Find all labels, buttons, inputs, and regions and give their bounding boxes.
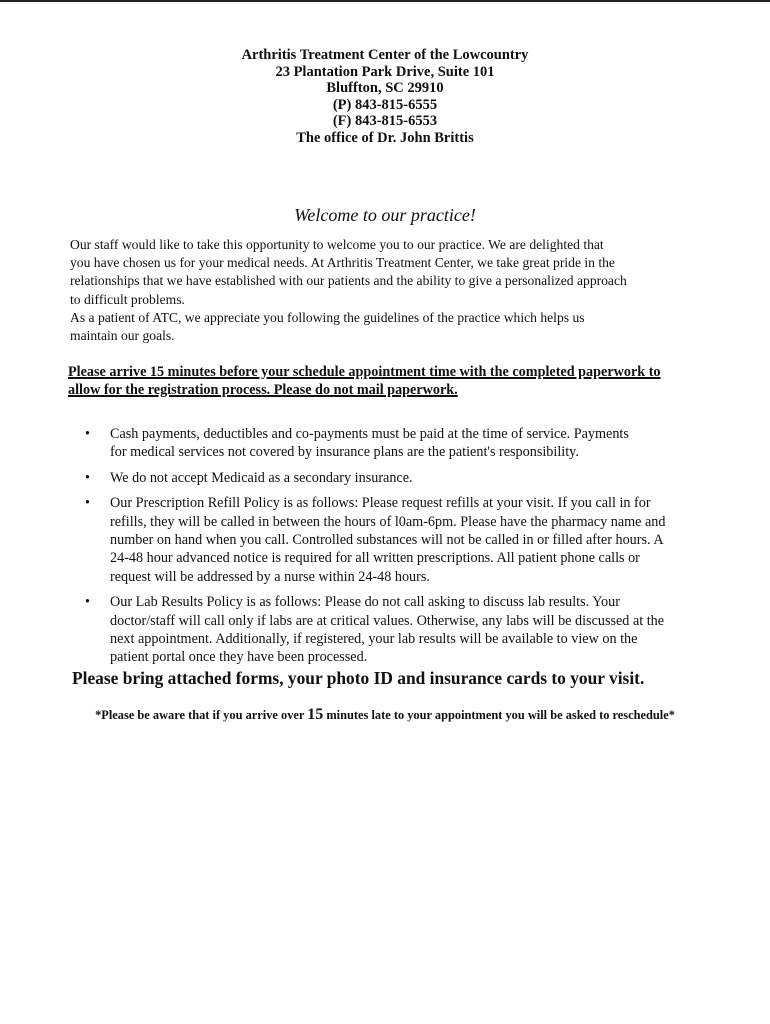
arrival-notice [68,364,738,399]
address-line-2: Bluffton, SC 29910 [326,80,444,97]
policy-line: number on hand when you call. Controlled substances will not be called in or filled after hours. A [110,532,664,549]
bullet-icon: • [85,495,90,512]
policy-line: Our Lab Results Policy is as follows: Please do not call asking to discuss lab results. Your [110,594,620,611]
late-arrival-warning [0,706,770,724]
arrival-notice-line-2: allow for the registration process. Please do not mail paperwork. [68,381,458,398]
practice-name: Arthritis Treatment Center of the Lowcountry [241,47,529,63]
policy-item-lab-results [85,593,740,667]
policy-item-cash-payments [85,425,740,462]
welcome-line: to difficult problems. [70,291,185,307]
bring-documents-notice: Please bring attached forms, your photo ID and insurance cards to your visit. [72,668,645,688]
policy-line: We do not accept Medicaid as a secondary insurance. [110,469,413,486]
policy-line: 24-48 hour advanced notice is required for all written prescriptions. All patient phone calls or [110,550,640,567]
late-warning-suffix: minutes late to your appointment you will be asked to reschedule* [323,708,675,722]
policy-line: Our Prescription Refill Policy is as follows: Please request refills at your visit. If you call in for [110,495,651,512]
office-of-doctor: The office of Dr. John Brittis [296,129,474,146]
fax-number: (F) 843-815-6553 [332,113,438,130]
address-line-1: 23 Plantation Park Drive, Suite 101 [275,63,495,80]
bullet-icon: • [85,594,90,611]
bullet-icon: • [85,469,90,486]
welcome-line: you have chosen us for your medical needs. At Arthritis Treatment Center, we take great pride in the [70,255,615,271]
welcome-title: Welcome to our practice! [294,205,476,225]
late-warning-prefix: *Please be aware that if you arrive over [95,708,308,722]
bullet-icon: • [85,426,90,442]
policy-item-prescription-refill [85,494,740,586]
policy-line: request will be addressed by a nurse within 24-48 hours. [110,568,430,585]
policy-line: for medical services not covered by insurance plans are the patient's responsibility. [110,444,579,461]
welcome-line: Our staff would like to take this opportunity to welcome you to our practice. We are delighted that [70,237,604,252]
phone-number: (P) 843-815-6555 [332,96,438,113]
letterhead [0,47,770,147]
welcome-paragraph [70,236,710,345]
policy-item-medicaid [85,469,740,487]
welcome-line: As a patient of ATC, we appreciate you following the guidelines of the practice which helps us [70,309,585,325]
policy-list [85,425,740,674]
policy-line: patient portal once they have been processed. [110,649,368,666]
policy-line: Cash payments, deductibles and co-payments must be paid at the time of service. Payments [110,426,629,442]
policy-line: next appointment. Additionally, if registered, your lab results will be available to view on the [110,631,638,648]
policy-line: doctor/staff will call only if labs are at critical values. Otherwise, any labs will be discussed at the [110,612,665,629]
welcome-line: maintain our goals. [70,328,175,344]
top-border-line [0,0,770,2]
late-warning-minutes: 15 [307,706,324,723]
arrival-notice-line-1: Please arrive 15 minutes before your schedule appointment time with the completed paperwork to [68,364,661,380]
welcome-line: relationships that we have established with our patients and the ability to give a personalized approach [70,273,627,289]
policy-line: refills, they will be called in between the hours of l0am-6pm. Please have the pharmacy name and [110,513,666,530]
